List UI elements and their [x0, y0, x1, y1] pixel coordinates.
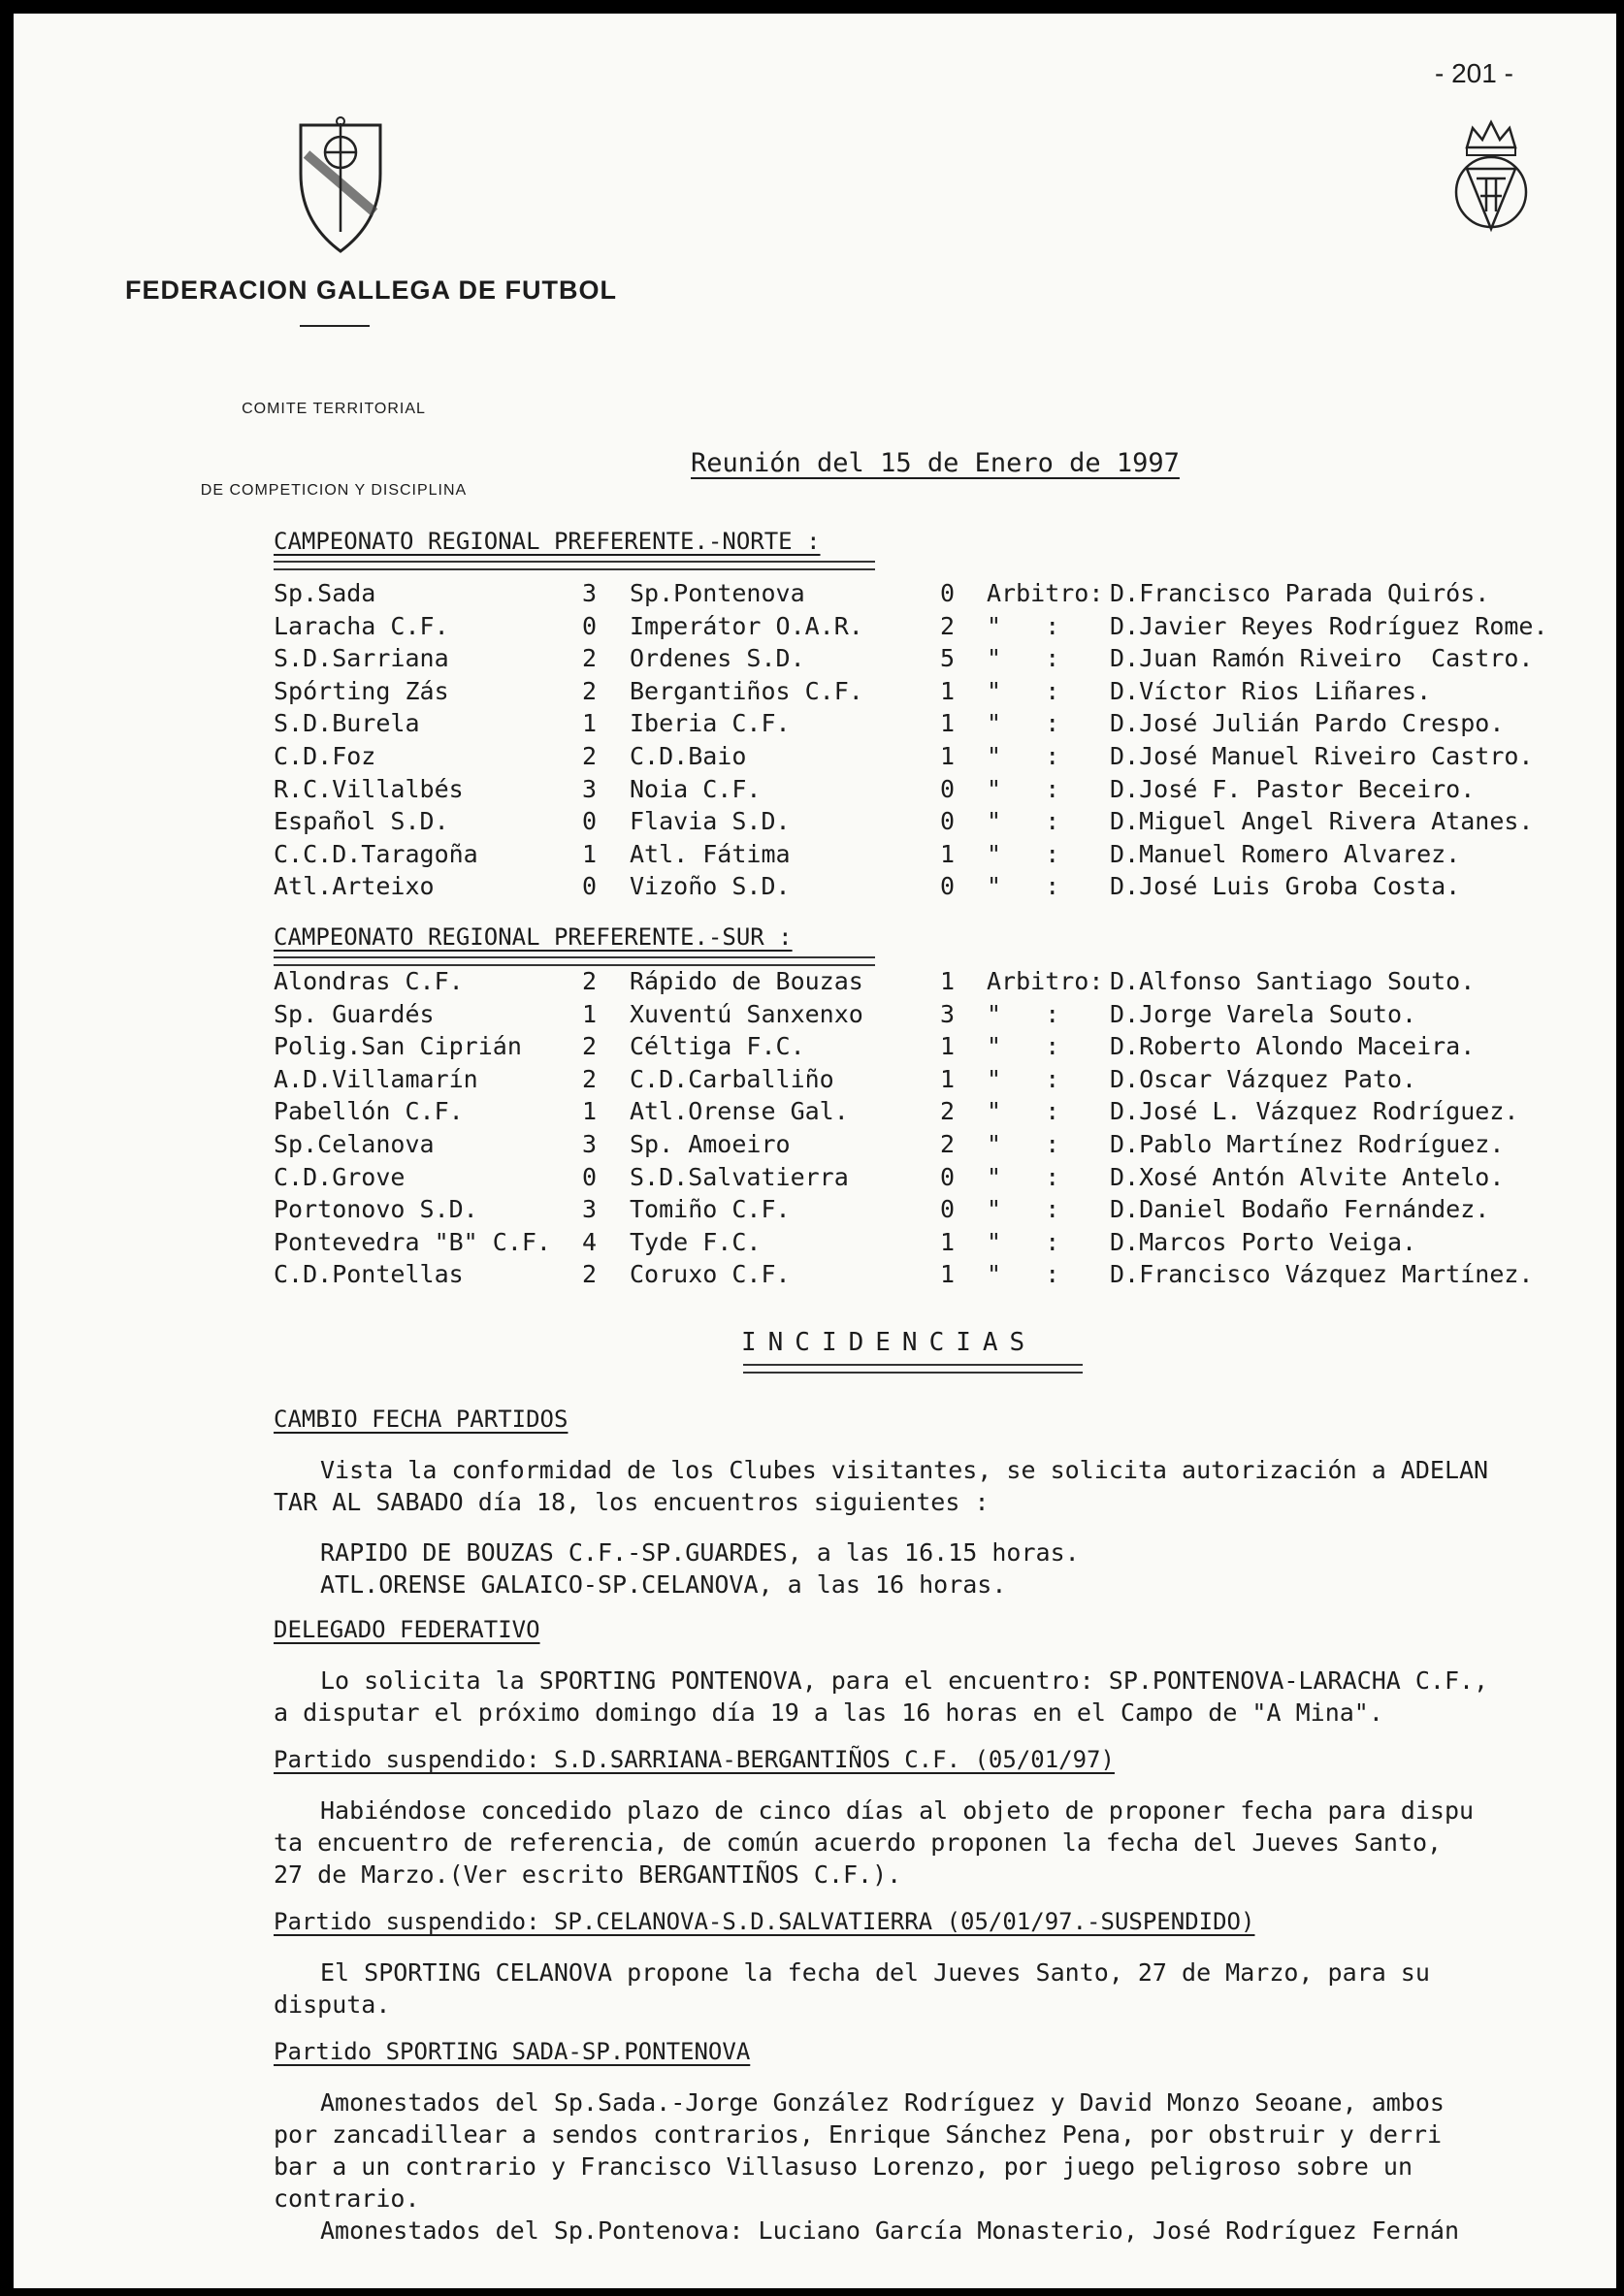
norte-double-rule: [274, 561, 875, 570]
cambio-line-1: Vista la conformidad de los Clubes visitantes, se solicita autorización a ADELAN: [320, 1456, 1489, 1484]
result-ref-label: " :: [987, 807, 1060, 836]
result-as: 0: [940, 1195, 956, 1224]
result-ref-label: " :: [987, 1064, 1060, 1093]
result-as: 1: [940, 676, 956, 705]
result-hs: 0: [582, 872, 598, 901]
result-home: C.D.Foz: [274, 742, 376, 770]
federation-shield-logo: [297, 115, 384, 256]
result-ref: D.José L. Vázquez Rodríguez.: [1110, 1097, 1519, 1126]
cambio-line-4: ATL.ORENSE GALAICO-SP.CELANOVA, a las 16 horas.: [320, 1570, 1007, 1599]
result-ref-label: " :: [987, 644, 1060, 673]
result-as: 1: [940, 967, 956, 995]
result-as: 1: [940, 1064, 956, 1093]
result-hs: 3: [582, 579, 598, 607]
result-ref-label: " :: [987, 1032, 1060, 1061]
result-ref-label: " :: [987, 872, 1060, 901]
result-row: [14, 1163, 1616, 1195]
result-hs: 2: [582, 676, 598, 705]
result-row: [14, 840, 1616, 872]
result-ref-label: " :: [987, 1260, 1060, 1289]
result-as: 1: [940, 1227, 956, 1256]
result-as: 2: [940, 1130, 956, 1158]
result-ref: D.Francisco Parada Quirós.: [1110, 579, 1490, 607]
result-hs: 0: [582, 807, 598, 836]
result-row: [14, 1260, 1616, 1292]
result-away: Noia C.F.: [630, 774, 762, 803]
page-number: - 201 -: [1435, 58, 1513, 88]
header-divider: [300, 325, 370, 327]
result-away: Coruxo C.F.: [630, 1260, 791, 1289]
result-away: Vizoño S.D.: [630, 872, 791, 901]
result-home: Alondras C.F.: [274, 967, 464, 995]
result-as: 5: [940, 644, 956, 673]
celanova-heading: Partido suspendido: SP.CELANOVA-S.D.SALVATIERRA (05/01/97.-SUSPENDIDO): [274, 1908, 1255, 1935]
result-row: [14, 1130, 1616, 1162]
result-as: 3: [940, 999, 956, 1028]
result-row: [14, 612, 1616, 644]
delegado-line-2: a disputar el próximo domingo día 19 a las 16 horas en el Campo de "A Mina".: [274, 1698, 1383, 1727]
sur-heading: CAMPEONATO REGIONAL PREFERENTE.-SUR :: [274, 923, 793, 951]
result-away: Flavia S.D.: [630, 807, 791, 836]
federation-name: FEDERACION GALLEGA DE FUTBOL: [125, 275, 617, 305]
result-hs: 3: [582, 774, 598, 803]
result-ref-label: " :: [987, 709, 1060, 738]
result-home: Polig.San Ciprián: [274, 1032, 522, 1061]
result-home: Atl.Arteixo: [274, 872, 435, 901]
result-ref: D.Miguel Angel Rivera Atanes.: [1110, 807, 1534, 836]
result-away: C.D.Baio: [630, 742, 747, 770]
result-row: [14, 872, 1616, 904]
result-row: [14, 579, 1616, 611]
celanova-line-2: disputa.: [274, 1990, 391, 2019]
result-ref: D.Xosé Antón Alvite Antelo.: [1110, 1162, 1505, 1191]
result-hs: 4: [582, 1227, 598, 1256]
result-hs: 0: [582, 1162, 598, 1191]
result-as: 0: [940, 579, 956, 607]
result-ref: D.Jorge Varela Souto.: [1110, 999, 1417, 1028]
result-home: Spórting Zás: [274, 676, 449, 705]
result-home: Sp.Sada: [274, 579, 376, 607]
cambio-line-2: TAR AL SABADO día 18, los encuentros siguientes :: [274, 1488, 990, 1516]
result-away: Céltiga F.C.: [630, 1032, 805, 1061]
result-ref: D.José F. Pastor Beceiro.: [1110, 774, 1476, 803]
result-as: 1: [940, 1032, 956, 1061]
committee-line-1: COMITE TERRITORIAL: [242, 401, 426, 417]
result-home: C.D.Grove: [274, 1162, 406, 1191]
result-hs: 1: [582, 709, 598, 738]
result-away: Atl.Orense Gal.: [630, 1097, 849, 1126]
result-home: S.D.Sarriana: [274, 644, 449, 673]
result-ref: D.Víctor Rios Liñares.: [1110, 676, 1432, 705]
incidencias-double-rule: [743, 1364, 1083, 1374]
result-ref: D.Manuel Romero Alvarez.: [1110, 839, 1461, 868]
result-ref: D.José Manuel Riveiro Castro.: [1110, 742, 1534, 770]
result-ref: D.José Julián Pardo Crespo.: [1110, 709, 1505, 738]
result-ref-label: " :: [987, 839, 1060, 868]
result-hs: 2: [582, 1064, 598, 1093]
result-ref-label: Arbitro:: [987, 579, 1104, 607]
result-away: Rápido de Bouzas: [630, 967, 863, 995]
result-as: 2: [940, 611, 956, 640]
result-ref: D.Francisco Vázquez Martínez.: [1110, 1260, 1534, 1289]
result-home: Sp.Celanova: [274, 1130, 435, 1158]
sada-line-3: bar a un contrario y Francisco Villasuso Lorenzo, por juego peligroso sobre un: [274, 2152, 1413, 2181]
result-ref: D.Javier Reyes Rodríguez Rome.: [1110, 611, 1548, 640]
result-as: 0: [940, 872, 956, 901]
result-home: Laracha C.F.: [274, 611, 449, 640]
result-ref: D.Daniel Bodaño Fernández.: [1110, 1195, 1490, 1224]
result-ref: D.Juan Ramón Riveiro Castro.: [1110, 644, 1534, 673]
result-home: C.C.D.Taragoña: [274, 839, 478, 868]
result-away: Sp.Pontenova: [630, 579, 805, 607]
sarriana-heading: Partido suspendido: S.D.SARRIANA-BERGANTIÑOS C.F. (05/01/97): [274, 1746, 1115, 1773]
result-hs: 3: [582, 1130, 598, 1158]
celanova-line-1: El SPORTING CELANOVA propone la fecha del Jueves Santo, 27 de Marzo, para su: [320, 1958, 1430, 1987]
result-ref: D.Alfonso Santiago Souto.: [1110, 967, 1476, 995]
result-row: [14, 1097, 1616, 1129]
result-away: Imperátor O.A.R.: [630, 611, 863, 640]
result-row: [14, 1065, 1616, 1097]
sarriana-line-3: 27 de Marzo.(Ver escrito BERGANTIÑOS C.F.).: [274, 1860, 902, 1889]
result-row: [14, 644, 1616, 676]
result-row: [14, 1032, 1616, 1064]
result-home: Pabellón C.F.: [274, 1097, 464, 1126]
result-ref-label: " :: [987, 1227, 1060, 1256]
cambio-heading: CAMBIO FECHA PARTIDOS: [274, 1406, 568, 1433]
result-row: [14, 775, 1616, 807]
result-ref: D.José Luis Groba Costa.: [1110, 872, 1461, 901]
result-away: Atl. Fátima: [630, 839, 791, 868]
norte-heading: CAMPEONATO REGIONAL PREFERENTE.-NORTE :: [274, 528, 821, 555]
meeting-title: Reunión del 15 de Enero de 1997: [691, 448, 1180, 478]
result-away: C.D.Carballiño: [630, 1064, 834, 1093]
result-hs: 2: [582, 967, 598, 995]
result-row: [14, 1000, 1616, 1032]
crown-crest-logo: [1451, 114, 1531, 239]
sada-line-2: por zancadillear a sendos contrarios, Enrique Sánchez Pena, por obstruir y derri: [274, 2120, 1443, 2149]
result-hs: 2: [582, 1032, 598, 1061]
result-away: Ordenes S.D.: [630, 644, 805, 673]
result-ref-label: " :: [987, 611, 1060, 640]
sada-heading: Partido SPORTING SADA-SP.PONTENOVA: [274, 2038, 751, 2065]
sada-line-1: Amonestados del Sp.Sada.-Jorge González Rodríguez y David Monzo Seoane, ambos: [320, 2088, 1445, 2117]
result-ref: D.Pablo Martínez Rodríguez.: [1110, 1130, 1505, 1158]
result-ref: D.Marcos Porto Veiga.: [1110, 1227, 1417, 1256]
result-hs: 1: [582, 999, 598, 1028]
result-row: [14, 967, 1616, 999]
result-hs: 1: [582, 1097, 598, 1126]
result-ref-label: Arbitro:: [987, 967, 1104, 995]
result-ref-label: " :: [987, 999, 1060, 1028]
sarriana-line-2: ta encuentro de referencia, de común acuerdo proponen la fecha del Jueves Santo,: [274, 1828, 1443, 1857]
result-away: S.D.Salvatierra: [630, 1162, 849, 1191]
result-as: 1: [940, 709, 956, 738]
result-row: [14, 807, 1616, 839]
result-hs: 2: [582, 644, 598, 673]
result-row: [14, 677, 1616, 709]
result-ref-label: " :: [987, 1097, 1060, 1126]
result-ref-label: " :: [987, 774, 1060, 803]
result-home: S.D.Burela: [274, 709, 420, 738]
sur-double-rule: [274, 956, 875, 966]
result-home: Español S.D.: [274, 807, 449, 836]
committee-name: [130, 341, 537, 559]
result-away: Tomiño C.F.: [630, 1195, 791, 1224]
result-home: R.C.Villalbés: [274, 774, 464, 803]
result-as: 1: [940, 839, 956, 868]
result-row: [14, 709, 1616, 741]
result-as: 1: [940, 1260, 956, 1289]
result-ref: D.Roberto Alondo Maceira.: [1110, 1032, 1476, 1061]
sada-line-4: contrario.: [274, 2184, 420, 2213]
result-hs: 2: [582, 1260, 598, 1289]
result-ref-label: " :: [987, 676, 1060, 705]
committee-line-2: DE COMPETICION Y DISCIPLINA: [200, 482, 468, 499]
delegado-line-1: Lo solicita la SPORTING PONTENOVA, para el encuentro: SP.PONTENOVA-LARACHA C.F.,: [320, 1666, 1489, 1695]
sarriana-line-1: Habiéndose concedido plazo de cinco días al objeto de proponer fecha para dispu: [320, 1796, 1475, 1825]
result-as: 0: [940, 807, 956, 836]
document-page: [14, 14, 1616, 2288]
result-home: C.D.Pontellas: [274, 1260, 464, 1289]
result-as: 2: [940, 1097, 956, 1126]
incidencias-title: INCIDENCIAS: [741, 1328, 1037, 1357]
result-away: Bergantiños C.F.: [630, 676, 863, 705]
result-hs: 2: [582, 742, 598, 770]
result-ref: D.Oscar Vázquez Pato.: [1110, 1064, 1417, 1093]
result-away: Sp. Amoeiro: [630, 1130, 791, 1158]
result-as: 0: [940, 774, 956, 803]
result-hs: 3: [582, 1195, 598, 1224]
result-home: Sp. Guardés: [274, 999, 435, 1028]
cambio-line-3: RAPIDO DE BOUZAS C.F.-SP.GUARDES, a las 16.15 horas.: [320, 1538, 1080, 1567]
result-away: Tyde F.C.: [630, 1227, 762, 1256]
delegado-heading: DELEGADO FEDERATIVO: [274, 1616, 540, 1643]
result-away: Xuventú Sanxenxo: [630, 999, 863, 1028]
result-home: A.D.Villamarín: [274, 1064, 478, 1093]
result-ref-label: " :: [987, 1195, 1060, 1224]
result-home: Portonovo S.D.: [274, 1195, 478, 1224]
result-row: [14, 1195, 1616, 1227]
result-ref-label: " :: [987, 1162, 1060, 1191]
result-as: 0: [940, 1162, 956, 1191]
result-hs: 1: [582, 839, 598, 868]
result-as: 1: [940, 742, 956, 770]
result-ref-label: " :: [987, 1130, 1060, 1158]
result-hs: 0: [582, 611, 598, 640]
result-away: Iberia C.F.: [630, 709, 791, 738]
result-row: [14, 742, 1616, 774]
result-home: Pontevedra "B" C.F.: [274, 1227, 551, 1256]
sada-line-5: Amonestados del Sp.Pontenova: Luciano García Monasterio, José Rodríguez Fernán: [320, 2216, 1459, 2245]
result-ref-label: " :: [987, 742, 1060, 770]
result-row: [14, 1228, 1616, 1260]
